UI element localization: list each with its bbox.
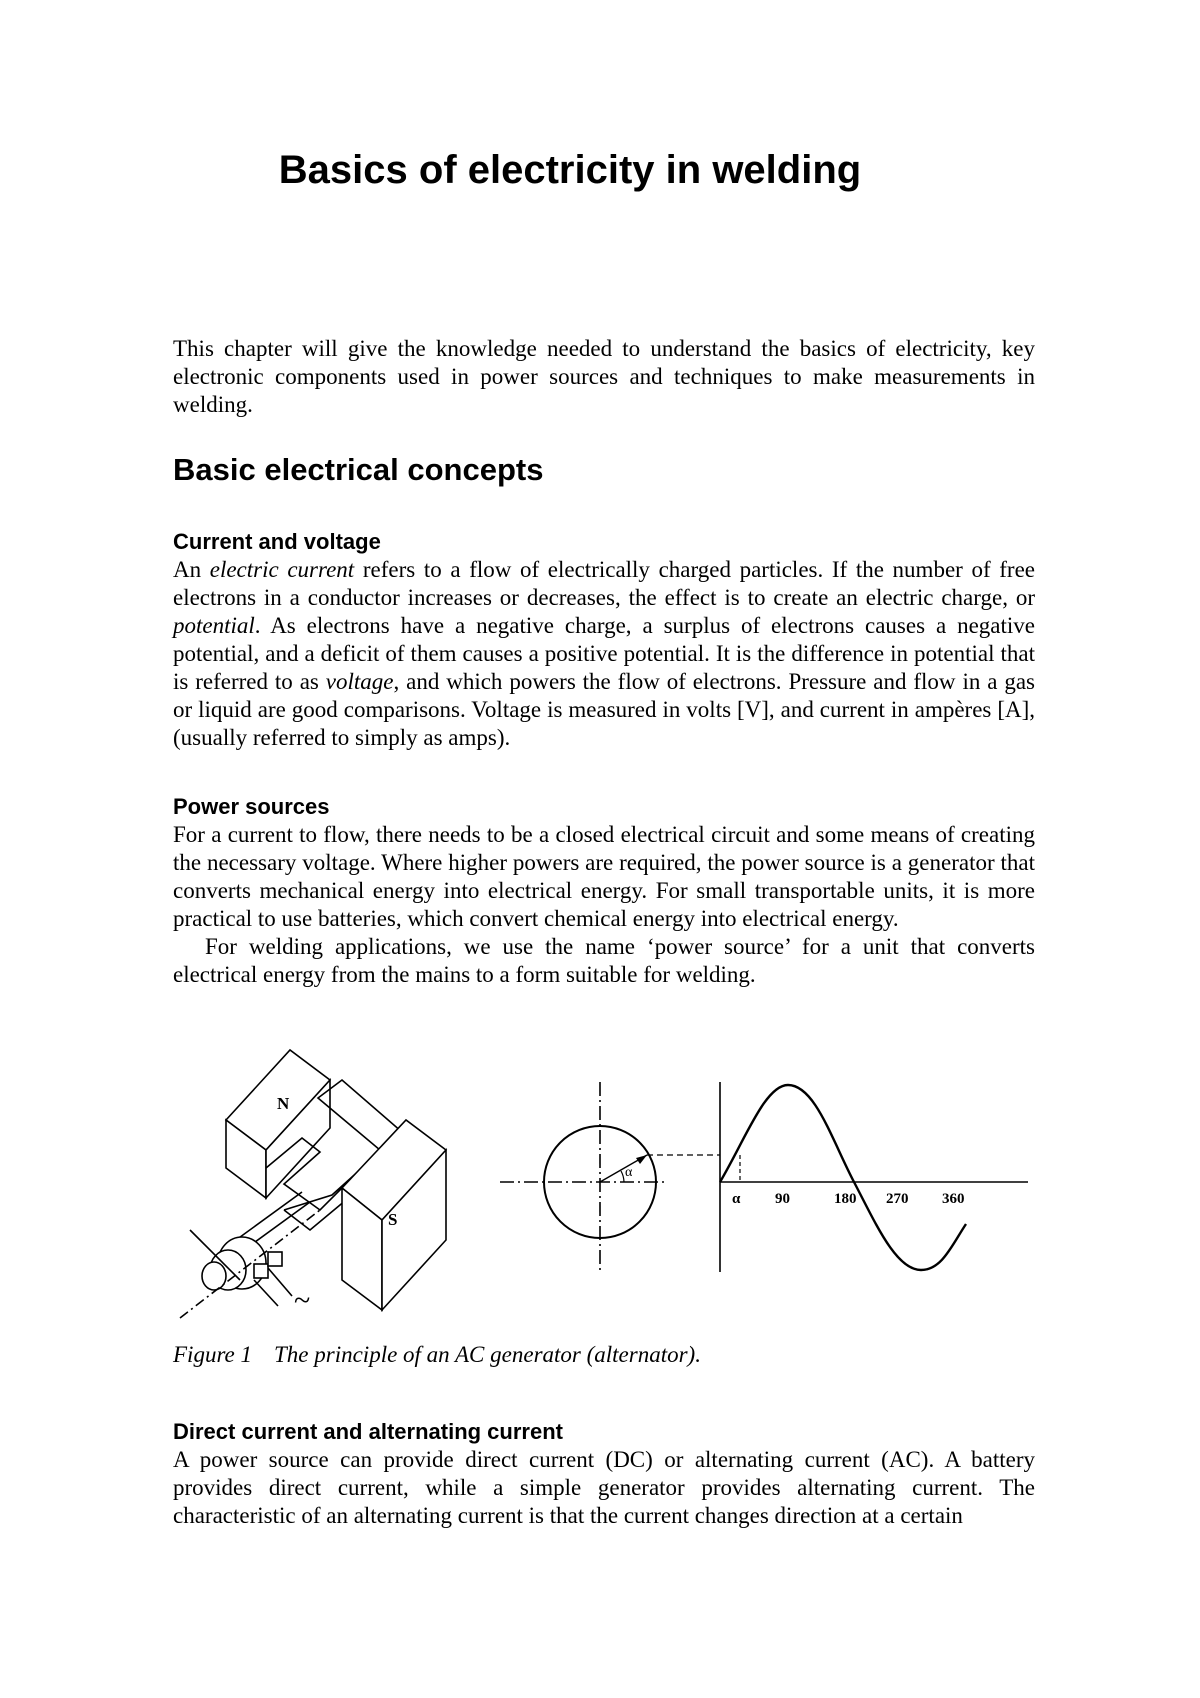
section-heading: Basic electrical concepts	[173, 452, 544, 487]
page-title: Basics of electricity in welding	[278, 148, 862, 192]
term-potential: potential	[173, 613, 255, 638]
tick-270: 270	[886, 1191, 909, 1207]
tick-alpha: α	[732, 1191, 741, 1207]
power-sources-section	[173, 793, 1035, 989]
magnet-s-label: S	[388, 1210, 398, 1229]
figure-caption	[173, 1342, 1035, 1368]
sine-wave-plot	[720, 1082, 1028, 1272]
current-voltage-section	[173, 528, 1035, 752]
figure-caption-text: The principle of an AC generator (alternator).	[274, 1342, 701, 1367]
figure-caption-number: Figure 1	[173, 1342, 252, 1367]
magnet-north	[226, 1050, 330, 1198]
magnet-n-label: N	[277, 1094, 290, 1113]
dc-ac-paragraph: A power source can provide direct current (DC) or alternating current (AC). A battery provides direct current, while a simple generator provides alternating current. The characteristic of an alternating current is that the current changes direction at a certain	[173, 1447, 1035, 1528]
phasor-angle-label: α	[625, 1165, 633, 1180]
intro-paragraph: This chapter will give the knowledge needed to understand the basics of electricity, key electronic components used in power sources and techniques to make measurements in welding.	[173, 336, 1035, 417]
sine-curve	[720, 1085, 966, 1270]
tick-90: 90	[775, 1191, 790, 1207]
power-sources-heading: Power sources	[173, 794, 330, 819]
current-voltage-paragraph: An electric current refers to a flow of electrically charged particles. If the number of free electrons in a conductor increases or decreases, the effect is to create an electric charge, or potential. As electrons have a negative charge, a surplus of electrons causes a negative potential, and a deficit of them causes a positive potential. It is the difference in potential that is referred to as voltage, and which powers the flow of electrons. Pressure and flow in a gas or liquid are good comparisons. Voltage is measured in volts [V], and current in ampères [A], (usually referred to simply as amps).	[173, 557, 1035, 750]
power-sources-paragraph-1: For a current to flow, there needs to be a closed electrical circuit and some means of creating the necessary voltage. Where higher powers are required, the power source is a generator that converts mechanical energy into electrical energy. For small transportable units, it is more practical to use batteries, which convert chemical energy into electrical energy.	[173, 822, 1035, 931]
phasor-circle-diagram	[500, 1082, 720, 1274]
dc-ac-section	[173, 1418, 1035, 1530]
figure-ac-generator	[170, 1040, 1050, 1330]
dc-ac-heading: Direct current and alternating current	[173, 1419, 563, 1444]
current-voltage-heading: Current and voltage	[173, 529, 381, 554]
power-sources-paragraph-2: For welding applications, we use the name ‘power source’ for a unit that converts electrical energy from the mains to a form suitable for welding.	[173, 934, 1035, 987]
term-electric-current: electric current	[209, 557, 355, 582]
ac-symbol-label: ~	[294, 1284, 311, 1317]
term-voltage: voltage	[325, 669, 394, 694]
slip-rings	[202, 1237, 282, 1290]
tick-360: 360	[942, 1191, 965, 1207]
tick-180: 180	[834, 1191, 857, 1207]
